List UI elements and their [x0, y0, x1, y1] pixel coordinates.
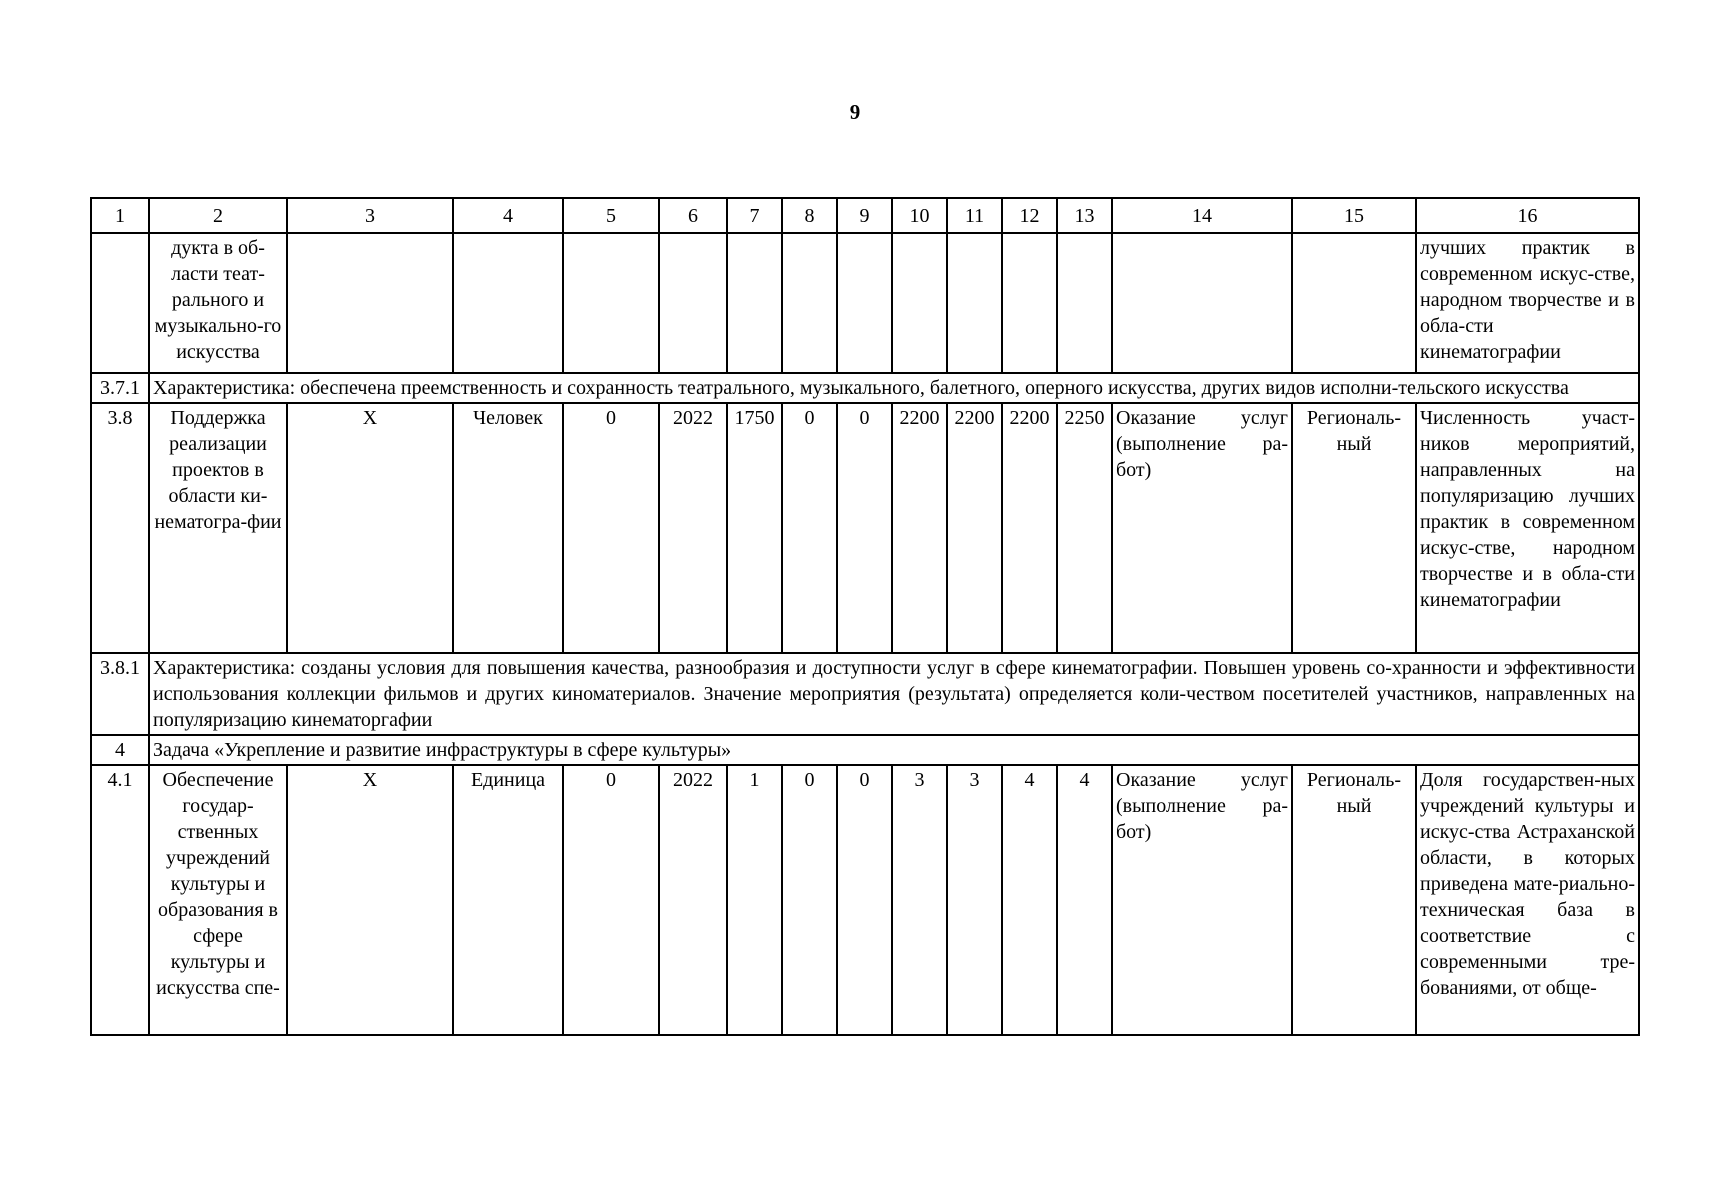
cell-task: Задача «Укрепление и развитие инфраструктуры в сфере культуры» [149, 735, 1639, 765]
cell-empty [782, 233, 837, 373]
header-cell: 5 [563, 198, 659, 233]
cell-row-number: 3.8 [91, 403, 149, 653]
table-row-3-7-1 [91, 373, 1639, 403]
cell-empty [659, 233, 727, 373]
header-cell: 15 [1292, 198, 1416, 233]
cell-name: Обеспечение государ-ственных учреждений культуры и образования в сфере культуры и искусства спе- [149, 765, 287, 1035]
indicators-table [90, 197, 1640, 1036]
table-row-4-1 [91, 765, 1639, 1035]
cell-base-value: 0 [563, 765, 659, 1035]
cell-empty [947, 233, 1002, 373]
cell-row-number: 3.7.1 [91, 373, 149, 403]
cell-value: 0 [837, 765, 892, 1035]
cell-empty [1002, 233, 1057, 373]
cell-value: 1 [727, 765, 782, 1035]
cell-col3: Х [287, 765, 453, 1035]
cell-row-number: 4.1 [91, 765, 149, 1035]
cell-service-type: Оказание услуг (выполнение ра-бот) [1112, 403, 1292, 653]
table-row-3-8-1 [91, 653, 1639, 735]
cell-value: 0 [782, 403, 837, 653]
header-cell: 9 [837, 198, 892, 233]
cell-base-value: 0 [563, 403, 659, 653]
header-cell: 1 [91, 198, 149, 233]
table-header-row [91, 198, 1639, 233]
cell-empty [837, 233, 892, 373]
cell-result-description: Численность участ-ников мероприятий, направленных на популяризацию лучших практик в современном искус-стве, народном творчестве и в обла-сти кинематографии [1416, 403, 1639, 653]
cell-name: дукта в об-ласти теат-рального и музыкально-го искусства [149, 233, 287, 373]
cell-empty [91, 233, 149, 373]
cell-result-description: Доля государствен-ных учреждений культуры и искус-ства Астраханской области, в которых приведена мате-риально-техническая база в соответствие с современными тре-бованиями, от обще- [1416, 765, 1639, 1035]
cell-value: 3 [892, 765, 947, 1035]
header-cell: 16 [1416, 198, 1639, 233]
cell-level: Региональ-ный [1292, 403, 1416, 653]
cell-empty [1292, 233, 1416, 373]
cell-base-year: 2022 [659, 403, 727, 653]
header-cell: 13 [1057, 198, 1112, 233]
cell-name: Поддержка реализации проектов в области ки-нематогра-фии [149, 403, 287, 653]
cell-empty [892, 233, 947, 373]
cell-unit: Единица [453, 765, 563, 1035]
cell-characteristic: Характеристика: созданы условия для повышения качества, разнообразия и доступности услуг в сфере кинематографии. Повышен уровень со-хранности и эффективности использования коллекции фильмов и других киноматериалов. Значение мероприятия (результата) определяется коли-чеством посетителей участников, направленных на популяризацию кинематоргафии [149, 653, 1639, 735]
cell-row-number: 4 [91, 735, 149, 765]
cell-value: 2200 [1002, 403, 1057, 653]
cell-col3: Х [287, 403, 453, 653]
cell-result-description: лучших практик в современном искус-стве, народном творчестве и в обла-сти кинематографии [1416, 233, 1639, 373]
header-cell: 10 [892, 198, 947, 233]
cell-service-type: Оказание услуг (выполнение ра-бот) [1112, 765, 1292, 1035]
cell-unit: Человек [453, 403, 563, 653]
cell-empty [287, 233, 453, 373]
cell-empty [563, 233, 659, 373]
table-row-continuation [91, 233, 1639, 373]
header-cell: 3 [287, 198, 453, 233]
cell-value: 4 [1057, 765, 1112, 1035]
cell-base-year: 2022 [659, 765, 727, 1035]
table-row-4 [91, 735, 1639, 765]
cell-characteristic: Характеристика: обеспечена преемственность и сохранность театрального, музыкального, балетного, оперного искусства, других видов исполни-тельского искусства [149, 373, 1639, 403]
header-cell: 4 [453, 198, 563, 233]
cell-row-number: 3.8.1 [91, 653, 149, 735]
page-number: 9 [849, 100, 861, 124]
cell-value: 0 [782, 765, 837, 1035]
cell-value: 2200 [892, 403, 947, 653]
cell-empty [727, 233, 782, 373]
header-cell: 11 [947, 198, 1002, 233]
header-cell: 6 [659, 198, 727, 233]
header-cell: 8 [782, 198, 837, 233]
header-cell: 14 [1112, 198, 1292, 233]
cell-value: 4 [1002, 765, 1057, 1035]
cell-empty [1112, 233, 1292, 373]
cell-level: Региональ-ный [1292, 765, 1416, 1035]
header-cell: 12 [1002, 198, 1057, 233]
cell-empty [453, 233, 563, 373]
cell-value: 0 [837, 403, 892, 653]
cell-value: 3 [947, 765, 1002, 1035]
header-cell: 2 [149, 198, 287, 233]
cell-value: 1750 [727, 403, 782, 653]
cell-empty [1057, 233, 1112, 373]
table-row-3-8 [91, 403, 1639, 653]
cell-value: 2200 [947, 403, 1002, 653]
header-cell: 7 [727, 198, 782, 233]
cell-value: 2250 [1057, 403, 1112, 653]
